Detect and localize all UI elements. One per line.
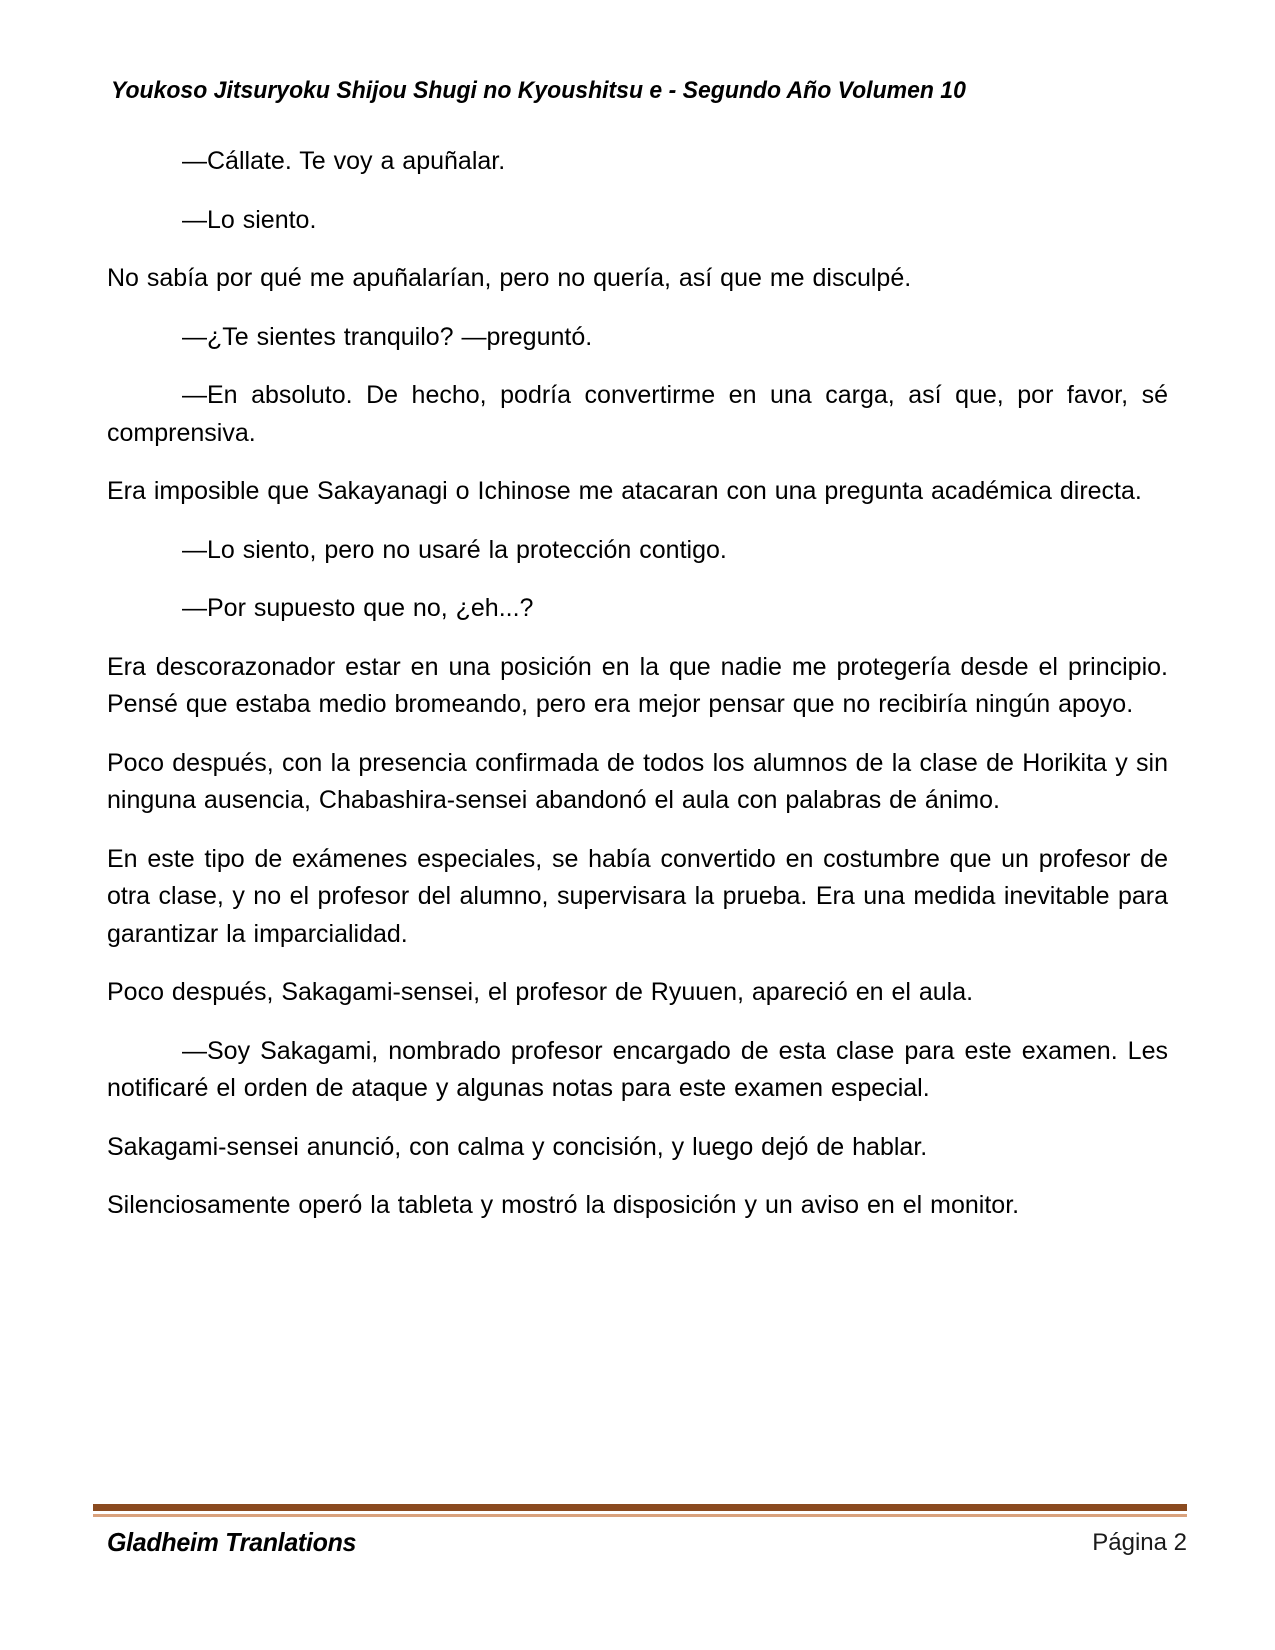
- paragraph: —Lo siento, pero no usaré la protección contigo.: [182, 535, 727, 564]
- paragraph: —¿Te sientes tranquilo? —preguntó.: [182, 322, 593, 351]
- paragraph: No sabía por qué me apuñalarían, pero no quería, así que me disculpé.: [107, 264, 912, 292]
- page-header: [0, 0, 1275, 103]
- paragraph-container: [107, 143, 1168, 1225]
- paragraph: —Por supuesto que no, ¿eh...?: [182, 594, 534, 622]
- paragraph: Silenciosamente operó la tableta y mostró la disposición y un aviso en el monitor.: [107, 1191, 1020, 1219]
- paragraph: —Soy Sakagami, nombrado profesor encargado de esta clase para este examen. Les notificaré el orden de ataque y algunas notas para este examen especial.: [107, 1036, 1168, 1102]
- page-body: [107, 143, 1168, 1225]
- paragraph: En este tipo de exámenes especiales, se había convertido en costumbre que un profesor de otra clase, y no el profesor del alumno, supervisara la prueba. Era una medida inevitable para garantizar la imparcialidad.: [107, 844, 1168, 948]
- paragraph: Sakagami-sensei anunció, con calma y concisión, y luego dejó de hablar.: [107, 1132, 928, 1161]
- paragraph: —Lo siento.: [182, 205, 317, 234]
- footer-text-row: [107, 1528, 1187, 1557]
- book-title: Youkoso Jitsuryoku Shijou Shugi no Kyoushitsu e - Segundo Año Volumen 10: [111, 76, 966, 104]
- footer-divider-thick-line: [93, 1504, 1187, 1511]
- paragraph: Poco después, Sakagami-sensei, el profesor de Ryuuen, apareció en el aula.: [107, 978, 974, 1006]
- footer-divider: [93, 1504, 1187, 1517]
- paragraph: —Cállate. Te voy a apuñalar.: [182, 147, 506, 175]
- page-number: Página 2: [1092, 1529, 1187, 1556]
- footer-divider-thin-line: [93, 1514, 1187, 1517]
- translator-credit: Gladheim Tranlations: [107, 1528, 357, 1558]
- page-footer: [0, 1504, 1275, 1557]
- paragraph: Era descorazonador estar en una posición en la que nadie me protegería desde el principio. Pensé que estaba medio bromeando, pero era mejor pensar que no recibiría ningún apoyo.: [107, 652, 1168, 718]
- paragraph: Poco después, con la presencia confirmada de todos los alumnos de la clase de Horikita y sin ninguna ausencia, Chabashira-sensei abandonó el aula con palabras de ánimo.: [107, 748, 1168, 814]
- paragraph: Era imposible que Sakayanagi o Ichinose me atacaran con una pregunta académica directa.: [107, 477, 1142, 505]
- paragraph: —En absoluto. De hecho, podría convertirme en una carga, así que, por favor, sé comprensiva.: [107, 381, 1168, 447]
